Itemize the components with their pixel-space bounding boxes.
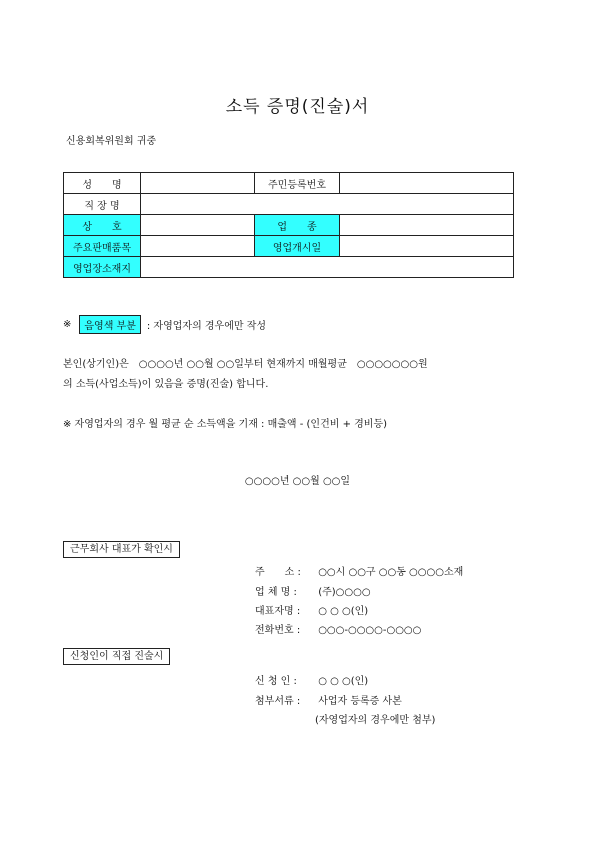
statement-line-1: 본인(상기인)은 ○○○○년 ○○월 ○○일부터 현재까지 매월평균 ○○○○○○○원	[63, 359, 428, 370]
form-row-name	[64, 173, 514, 194]
trade-name-field[interactable]	[141, 215, 255, 236]
attachment-row	[255, 692, 402, 707]
income-footnote: ※ 자영업자의 경우 월 평균 순 소득액을 기재 : 매출액 - (인건비 + 경비등)	[63, 419, 388, 430]
shaded-area-label: 음영색 부분	[79, 315, 140, 334]
attachment-value: 사업자 등록증 사본	[318, 696, 402, 707]
name-field[interactable]	[141, 173, 255, 194]
applicant-value: ○ ○ ○(인)	[318, 676, 369, 687]
business-type-label: 업 종	[255, 215, 340, 236]
attachment-note: (자영업자의 경우에만 첨부)	[315, 715, 436, 726]
phone-key: 전화번호 :	[255, 625, 301, 636]
statement-line-2: 의 소득(사업소득)이 있음을 증명(진술) 합니다.	[63, 379, 269, 390]
document-date: ○○○○년 ○○월 ○○일	[244, 476, 351, 487]
resident-number-field[interactable]	[340, 173, 514, 194]
recipient-line: 신용회복위원회 귀중	[66, 136, 157, 147]
main-products-label: 주요판매품목	[64, 236, 141, 257]
company-address-row	[255, 563, 463, 578]
name-label: 성 명	[64, 173, 141, 194]
representative-value: ○ ○ ○(인)	[318, 606, 369, 617]
form-row-business	[64, 215, 514, 236]
form-row-workplace	[64, 194, 514, 215]
main-products-field[interactable]	[141, 236, 255, 257]
company-name-row	[255, 583, 371, 598]
document-title: 소득 증명(진술)서	[225, 97, 370, 117]
info-form-table	[63, 172, 514, 278]
business-location-label: 영업장소재지	[64, 257, 141, 278]
phone-row	[255, 621, 421, 636]
workplace-label: 직 장 명	[64, 194, 141, 215]
company-name-key: 업 체 명 :	[255, 587, 297, 598]
company-address-value: ○○시 ○○구 ○○동 ○○○○소재	[318, 567, 464, 578]
representative-row	[255, 602, 368, 617]
company-section-label: 근무회사 대표가 확인시	[63, 541, 180, 558]
form-row-location	[64, 257, 514, 278]
business-start-date-label: 영업개시일	[255, 236, 340, 257]
attachment-key: 첨부서류 :	[255, 696, 301, 707]
business-location-field[interactable]	[141, 257, 514, 278]
applicant-row	[255, 672, 368, 687]
applicant-section-label: 신청인이 직접 진술시	[63, 648, 170, 665]
representative-key: 대표자명 :	[255, 606, 301, 617]
reference-mark-icon: ※	[63, 319, 72, 330]
shading-note	[63, 315, 266, 334]
resident-number-label: 주민등록번호	[255, 173, 340, 194]
workplace-field[interactable]	[141, 194, 514, 215]
trade-name-label: 상 호	[64, 215, 141, 236]
company-name-value: (주)○○○○	[318, 587, 371, 598]
business-type-field[interactable]	[340, 215, 514, 236]
form-row-products	[64, 236, 514, 257]
business-start-date-field[interactable]	[340, 236, 514, 257]
company-address-key: 주 소 :	[255, 567, 301, 578]
applicant-key: 신 청 인 :	[255, 676, 297, 687]
company-section-label-box	[63, 537, 180, 556]
applicant-section-label-box	[63, 644, 170, 663]
shading-note-text: : 자영업자의 경우에만 작성	[146, 321, 267, 332]
phone-value: ○○○-○○○○-○○○○	[318, 625, 422, 636]
